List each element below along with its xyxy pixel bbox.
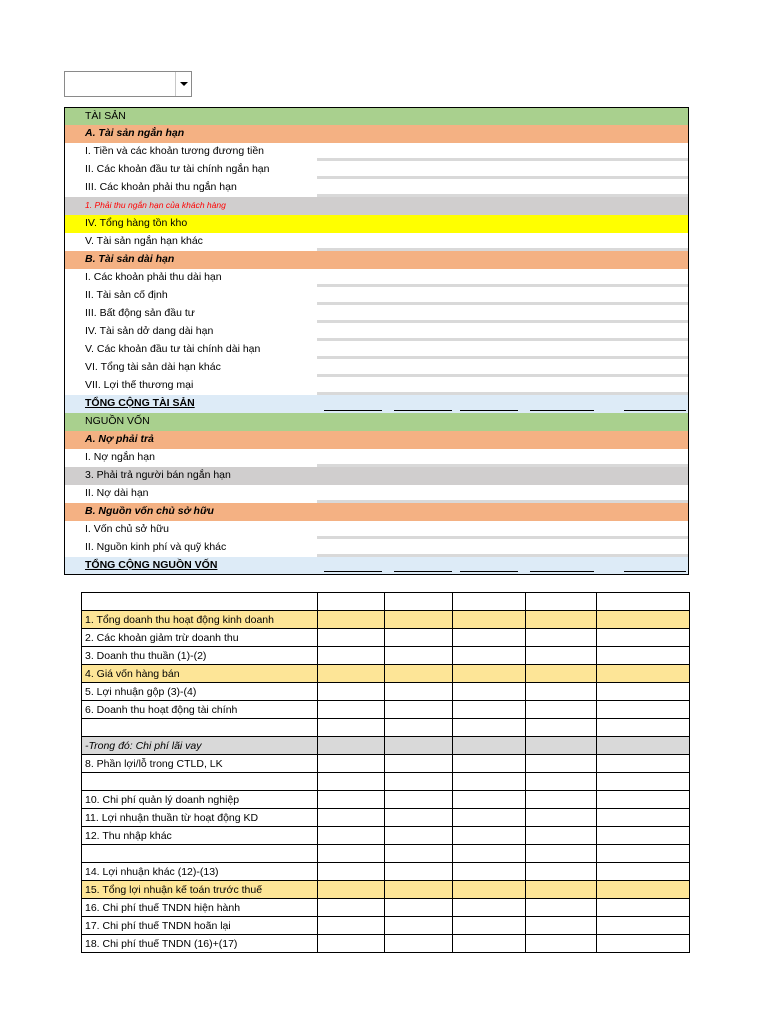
value-cell[interactable] bbox=[526, 863, 597, 881]
value-cell[interactable] bbox=[318, 791, 385, 809]
value-cell[interactable] bbox=[597, 593, 690, 611]
value-cell[interactable] bbox=[385, 827, 453, 845]
income-statement-row bbox=[82, 899, 690, 917]
row-label: TÀI SẢN bbox=[85, 110, 126, 122]
value-cell[interactable] bbox=[453, 827, 526, 845]
balance-sheet-row bbox=[64, 305, 689, 323]
value-cell[interactable] bbox=[453, 683, 526, 701]
value-cell[interactable] bbox=[318, 827, 385, 845]
value-cell[interactable] bbox=[526, 881, 597, 899]
value-cell[interactable] bbox=[385, 611, 453, 629]
row-label: IV. Tài sản dở dang dài hạn bbox=[85, 325, 214, 337]
value-cell[interactable] bbox=[453, 917, 526, 935]
row-label: NGUỒN VỐN bbox=[85, 415, 150, 427]
value-cell[interactable] bbox=[318, 773, 385, 791]
value-cell[interactable] bbox=[385, 737, 453, 755]
balance-sheet-row bbox=[64, 431, 689, 449]
value-cell[interactable] bbox=[385, 881, 453, 899]
total-value-cell[interactable] bbox=[324, 410, 382, 411]
value-cell[interactable] bbox=[318, 809, 385, 827]
row-label: V. Tài sản ngắn hạn khác bbox=[85, 235, 203, 247]
balance-sheet-row bbox=[64, 395, 689, 413]
balance-sheet-row bbox=[64, 143, 689, 161]
row-label: II. Các khoản đầu tư tài chính ngắn hạn bbox=[85, 163, 270, 175]
value-cell[interactable] bbox=[597, 665, 690, 683]
balance-sheet-row bbox=[64, 161, 689, 179]
value-cell[interactable] bbox=[597, 899, 690, 917]
balance-sheet-row bbox=[64, 467, 689, 485]
value-cell[interactable] bbox=[318, 611, 385, 629]
value-cell[interactable] bbox=[453, 791, 526, 809]
income-statement-row bbox=[82, 809, 690, 827]
value-cell[interactable] bbox=[597, 809, 690, 827]
value-cell[interactable] bbox=[453, 665, 526, 683]
row-label: -Trong đó: Chi phí lãi vay bbox=[82, 737, 318, 755]
value-cell[interactable] bbox=[526, 611, 597, 629]
row-label: 12. Thu nhập khác bbox=[82, 827, 318, 845]
row-label: 14. Lợi nhuận khác (12)-(13) bbox=[82, 863, 318, 881]
row-label: A. Tài sản ngắn hạn bbox=[85, 127, 185, 139]
row-label: 6. Doanh thu hoạt động tài chính bbox=[82, 701, 318, 719]
balance-sheet-row bbox=[64, 485, 689, 503]
row-label: 18. Chi phí thuế TNDN (16)+(17) bbox=[82, 935, 318, 953]
value-cell[interactable] bbox=[597, 917, 690, 935]
value-cell[interactable] bbox=[385, 755, 453, 773]
value-cell[interactable] bbox=[597, 935, 690, 953]
balance-sheet-row bbox=[64, 107, 689, 125]
value-cell[interactable] bbox=[318, 845, 385, 863]
row-label: 1. Phải thu ngắn hạn của khách hàng bbox=[85, 200, 226, 210]
row-label: II. Nguồn kinh phí và quỹ khác bbox=[85, 541, 227, 553]
income-statement-row bbox=[82, 683, 690, 701]
value-cell[interactable] bbox=[318, 899, 385, 917]
row-label: B. Tài sản dài hạn bbox=[85, 253, 175, 265]
income-statement-row bbox=[82, 719, 690, 737]
row-label: TỔNG CỘNG TÀI SẢN bbox=[85, 397, 195, 409]
value-cell[interactable] bbox=[453, 755, 526, 773]
row-label: 15. Tổng lợi nhuận kế toán trước thuế bbox=[82, 881, 318, 899]
value-cell[interactable] bbox=[318, 683, 385, 701]
value-cell[interactable] bbox=[318, 917, 385, 935]
row-label: II. Tài sản cố định bbox=[85, 289, 168, 301]
income-statement-row bbox=[82, 701, 690, 719]
income-statement-row bbox=[82, 827, 690, 845]
value-cell[interactable] bbox=[318, 665, 385, 683]
value-cell[interactable] bbox=[453, 773, 526, 791]
total-value-cell[interactable] bbox=[460, 571, 518, 572]
value-cell[interactable] bbox=[385, 845, 453, 863]
value-cell[interactable] bbox=[318, 719, 385, 737]
row-label: 8. Phần lợi/lỗ trong CTLD, LK bbox=[82, 755, 318, 773]
total-value-cell[interactable] bbox=[324, 571, 382, 572]
balance-sheet-row bbox=[64, 413, 689, 431]
value-cell[interactable] bbox=[385, 629, 453, 647]
value-cell[interactable] bbox=[453, 845, 526, 863]
balance-sheet-row bbox=[64, 251, 689, 269]
chevron-down-icon[interactable] bbox=[175, 72, 191, 96]
value-cell[interactable] bbox=[597, 701, 690, 719]
balance-sheet-row bbox=[64, 197, 689, 215]
income-statement-row bbox=[82, 593, 690, 611]
value-cell[interactable] bbox=[597, 845, 690, 863]
value-cell[interactable] bbox=[318, 935, 385, 953]
value-cell[interactable] bbox=[597, 881, 690, 899]
value-cell[interactable] bbox=[597, 647, 690, 665]
balance-sheet-row bbox=[64, 503, 689, 521]
value-cell[interactable] bbox=[526, 683, 597, 701]
balance-sheet-row bbox=[64, 377, 689, 395]
balance-sheet-row bbox=[64, 179, 689, 197]
value-cell[interactable] bbox=[385, 719, 453, 737]
income-statement-row bbox=[82, 845, 690, 863]
value-cell[interactable] bbox=[597, 773, 690, 791]
balance-sheet-row bbox=[64, 359, 689, 377]
income-statement-table bbox=[81, 592, 690, 953]
row-label bbox=[82, 845, 318, 863]
value-cell[interactable] bbox=[526, 845, 597, 863]
value-cell[interactable] bbox=[318, 737, 385, 755]
row-label: IV. Tổng hàng tồn kho bbox=[85, 217, 188, 229]
value-cell[interactable] bbox=[453, 701, 526, 719]
value-cell[interactable] bbox=[597, 683, 690, 701]
value-cell[interactable] bbox=[526, 827, 597, 845]
balance-sheet-row bbox=[64, 539, 689, 557]
row-label: 10. Chi phí quản lý doanh nghiệp bbox=[82, 791, 318, 809]
value-cell[interactable] bbox=[318, 881, 385, 899]
row-label: I. Tiền và các khoản tương đương tiền bbox=[85, 145, 265, 157]
balance-sheet-row bbox=[64, 323, 689, 341]
balance-sheet-row bbox=[64, 215, 689, 233]
row-label: III. Bất động sản đầu tư bbox=[85, 307, 195, 319]
value-cell[interactable] bbox=[453, 935, 526, 953]
value-cell[interactable] bbox=[526, 773, 597, 791]
income-statement-row bbox=[82, 665, 690, 683]
value-cell[interactable] bbox=[526, 809, 597, 827]
row-label: 11. Lợi nhuận thuần từ hoạt động KD bbox=[82, 809, 318, 827]
row-label: 1. Tổng doanh thu hoạt động kinh doanh bbox=[82, 611, 318, 629]
total-value-cell[interactable] bbox=[460, 410, 518, 411]
row-label: V. Các khoản đầu tư tài chính dài hạn bbox=[85, 343, 261, 355]
value-cell[interactable] bbox=[526, 701, 597, 719]
row-label: I. Vốn chủ sở hữu bbox=[85, 523, 169, 535]
value-cell[interactable] bbox=[453, 593, 526, 611]
value-cell[interactable] bbox=[318, 593, 385, 611]
balance-sheet-row bbox=[64, 449, 689, 467]
row-label: 3. Doanh thu thuần (1)-(2) bbox=[82, 647, 318, 665]
row-label bbox=[82, 593, 318, 611]
value-cell[interactable] bbox=[526, 719, 597, 737]
total-value-cell[interactable] bbox=[530, 571, 594, 572]
row-label: I. Các khoản phải thu dài hạn bbox=[85, 271, 222, 283]
value-cell[interactable] bbox=[453, 647, 526, 665]
total-value-cell[interactable] bbox=[394, 410, 452, 411]
value-cell[interactable] bbox=[385, 593, 453, 611]
balance-sheet-row bbox=[64, 521, 689, 539]
row-label: TỔNG CỘNG NGUỒN VỐN bbox=[85, 559, 218, 571]
value-cell[interactable] bbox=[597, 755, 690, 773]
value-cell[interactable] bbox=[453, 719, 526, 737]
row-label: 5. Lợi nhuận gộp (3)-(4) bbox=[82, 683, 318, 701]
value-cell[interactable] bbox=[526, 791, 597, 809]
value-cell[interactable] bbox=[526, 755, 597, 773]
value-cell[interactable] bbox=[385, 701, 453, 719]
value-cell[interactable] bbox=[385, 683, 453, 701]
income-statement-row bbox=[82, 629, 690, 647]
value-cell[interactable] bbox=[597, 863, 690, 881]
value-cell[interactable] bbox=[526, 665, 597, 683]
value-cell[interactable] bbox=[453, 629, 526, 647]
balance-sheet-row bbox=[64, 287, 689, 305]
row-label bbox=[82, 719, 318, 737]
value-cell[interactable] bbox=[318, 701, 385, 719]
row-label: 2. Các khoản giảm trừ doanh thu bbox=[82, 629, 318, 647]
value-cell[interactable] bbox=[385, 665, 453, 683]
value-cell[interactable] bbox=[385, 791, 453, 809]
value-cell[interactable] bbox=[526, 629, 597, 647]
total-value-cell[interactable] bbox=[530, 410, 594, 411]
total-value-cell[interactable] bbox=[394, 571, 452, 572]
value-cell[interactable] bbox=[385, 917, 453, 935]
income-statement-row bbox=[82, 917, 690, 935]
row-label: 17. Chi phí thuế TNDN hoãn lại bbox=[82, 917, 318, 935]
value-cell[interactable] bbox=[526, 917, 597, 935]
value-cell[interactable] bbox=[318, 629, 385, 647]
value-cell[interactable] bbox=[526, 647, 597, 665]
row-label: B. Nguồn vốn chủ sở hữu bbox=[85, 505, 214, 517]
total-value-cell[interactable] bbox=[624, 410, 686, 411]
value-cell[interactable] bbox=[526, 593, 597, 611]
row-label: A. Nợ phải trả bbox=[85, 433, 154, 445]
period-select[interactable] bbox=[64, 71, 192, 97]
value-cell[interactable] bbox=[526, 899, 597, 917]
row-label: II. Nợ dài hạn bbox=[85, 487, 149, 499]
row-label: I. Nợ ngắn hạn bbox=[85, 451, 155, 463]
income-statement-row bbox=[82, 737, 690, 755]
value-cell[interactable] bbox=[385, 809, 453, 827]
income-statement-row bbox=[82, 935, 690, 953]
value-cell[interactable] bbox=[453, 881, 526, 899]
income-statement-row bbox=[82, 647, 690, 665]
value-cell[interactable] bbox=[597, 737, 690, 755]
value-cell[interactable] bbox=[597, 629, 690, 647]
income-statement-row bbox=[82, 773, 690, 791]
row-label bbox=[82, 773, 318, 791]
row-label: VII. Lợi thế thương mại bbox=[85, 379, 194, 391]
balance-sheet-row bbox=[64, 125, 689, 143]
row-label: 4. Giá vốn hàng bán bbox=[82, 665, 318, 683]
balance-sheet-row bbox=[64, 233, 689, 251]
value-cell[interactable] bbox=[453, 899, 526, 917]
row-label: 16. Chi phí thuế TNDN hiện hành bbox=[82, 899, 318, 917]
value-cell[interactable] bbox=[318, 647, 385, 665]
row-label: 3. Phải trả người bán ngắn hạn bbox=[85, 469, 231, 481]
value-cell[interactable] bbox=[526, 935, 597, 953]
value-cell[interactable] bbox=[453, 809, 526, 827]
value-cell[interactable] bbox=[385, 773, 453, 791]
income-statement-row bbox=[82, 755, 690, 773]
row-label: VI. Tổng tài sản dài hạn khác bbox=[85, 361, 221, 373]
income-statement-row bbox=[82, 611, 690, 629]
value-cell[interactable] bbox=[385, 647, 453, 665]
value-cell[interactable] bbox=[597, 611, 690, 629]
value-cell[interactable] bbox=[385, 899, 453, 917]
value-cell[interactable] bbox=[453, 737, 526, 755]
balance-sheet-row bbox=[64, 269, 689, 287]
value-cell[interactable] bbox=[385, 935, 453, 953]
value-cell[interactable] bbox=[597, 791, 690, 809]
value-cell[interactable] bbox=[453, 611, 526, 629]
income-statement-row bbox=[82, 881, 690, 899]
value-cell[interactable] bbox=[453, 863, 526, 881]
balance-sheet-row bbox=[64, 341, 689, 359]
value-cell[interactable] bbox=[597, 719, 690, 737]
balance-sheet-row bbox=[64, 557, 689, 575]
total-value-cell[interactable] bbox=[624, 571, 686, 572]
value-cell[interactable] bbox=[597, 827, 690, 845]
value-cell[interactable] bbox=[318, 863, 385, 881]
value-cell[interactable] bbox=[526, 737, 597, 755]
balance-sheet-table bbox=[64, 107, 689, 575]
row-label: III. Các khoản phải thu ngắn hạn bbox=[85, 181, 237, 193]
income-statement-row bbox=[82, 791, 690, 809]
income-statement-row bbox=[82, 863, 690, 881]
value-cell[interactable] bbox=[318, 755, 385, 773]
value-cell[interactable] bbox=[385, 863, 453, 881]
